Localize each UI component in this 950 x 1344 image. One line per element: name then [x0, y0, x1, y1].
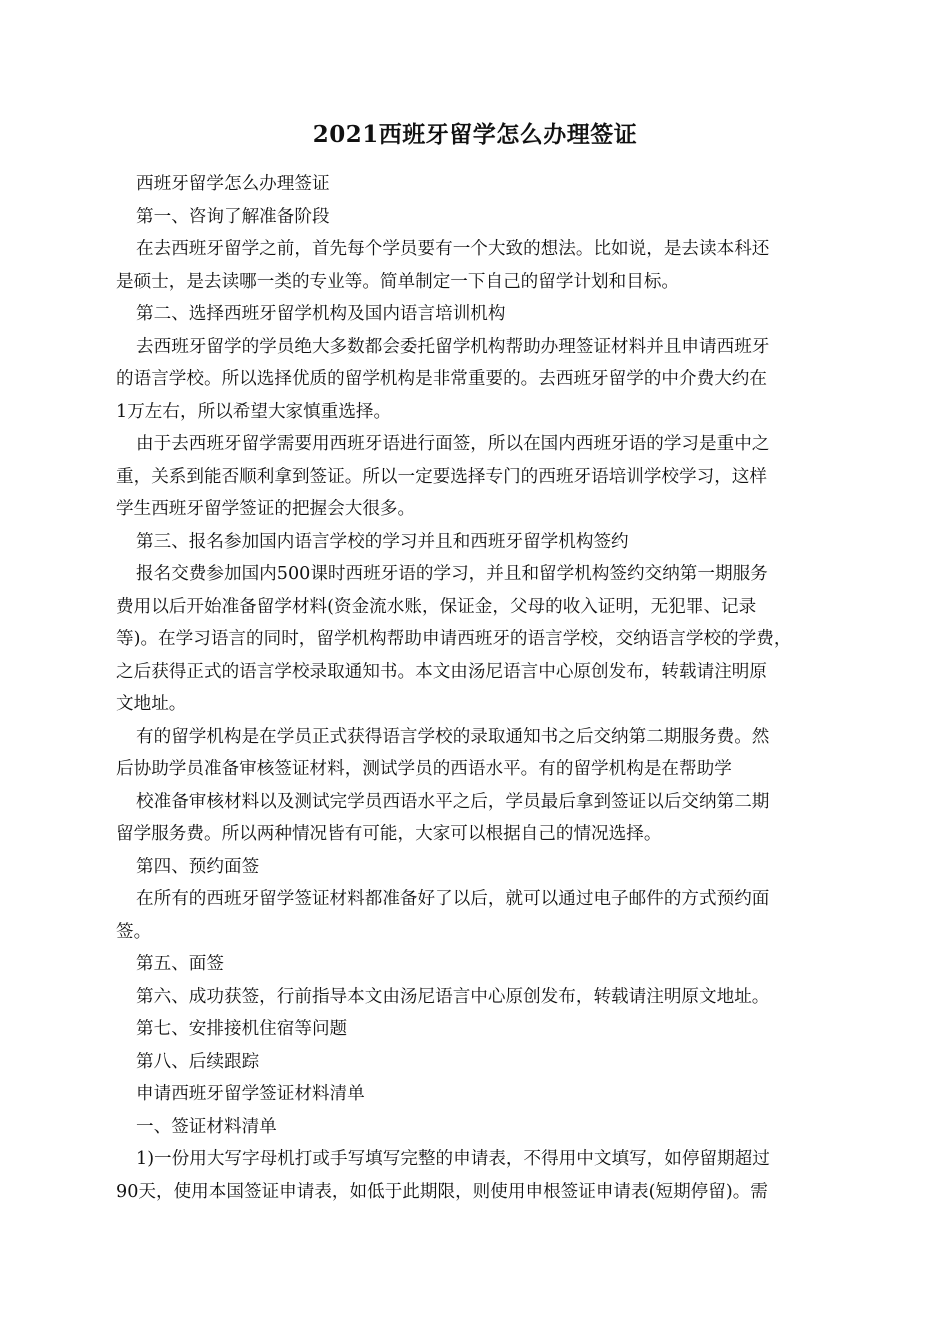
- paragraph-line: 第四、预约面签: [136, 856, 260, 877]
- paragraph-line: 1万左右，所以希望大家慎重选择。: [116, 401, 392, 422]
- paragraph-line: 一、签证材料清单: [136, 1116, 277, 1137]
- paragraph-line: 是硕士，是去读哪一类的专业等。简单制定一下自己的留学计划和目标。: [116, 271, 680, 292]
- paragraph-line: 第八、后续跟踪: [136, 1051, 260, 1072]
- paragraph-line: 第三、报名参加国内语言学校的学习并且和西班牙留学机构签约: [136, 531, 629, 552]
- paragraph-line: 学生西班牙留学签证的把握会大很多。: [116, 499, 416, 519]
- paragraph-line: 第二、选择西班牙留学机构及国内语言培训机构: [136, 304, 506, 324]
- paragraph-line: 去西班牙留学的学员绝大多数都会委托留学机构帮助办理签证材料并且申请西班牙: [136, 336, 770, 357]
- paragraph-line: 在去西班牙留学之前，首先每个学员要有一个大致的想法。比如说，是去读本科还: [136, 239, 770, 259]
- paragraph-line: 费用以后开始准备留学材料(资金流水账，保证金，父母的收入证明，无犯罪、记录: [116, 596, 757, 617]
- paragraph-line: 在所有的西班牙留学签证材料都准备好了以后，就可以通过电子邮件的方式预约面: [136, 889, 770, 909]
- paragraph-line: 留学服务费。所以两种情况皆有可能，大家可以根据自己的情况选择。: [116, 824, 662, 844]
- paragraph-line: 校准备审核材料以及测试完学员西语水平之后，学员最后拿到签证以后交纳第二期: [136, 791, 770, 812]
- paragraph-line: 西班牙留学怎么办理签证: [136, 174, 330, 194]
- document-body: [116, 168, 836, 1208]
- paragraph-line: 签。: [116, 921, 152, 942]
- document-title: 2021西班牙留学怎么办理签证: [312, 121, 638, 148]
- paragraph-line: 由于去西班牙留学需要用西班牙语进行面签，所以在国内西班牙语的学习是重中之: [136, 434, 770, 454]
- paragraph-line: 的语言学校。所以选择优质的留学机构是非常重要的。去西班牙留学的中介费大约在: [116, 369, 767, 389]
- paragraph-line: 第六、成功获签，行前指导本文由汤尼语言中心原创发布，转载请注明原文地址。: [136, 986, 770, 1007]
- paragraph-line: 90天，使用本国签证申请表，如低于此期限，则使用申根签证申请表(短期停留)。需: [116, 1181, 768, 1202]
- paragraph-line: 有的留学机构是在学员正式获得语言学校的录取通知书之后交纳第二期服务费。然: [136, 726, 770, 747]
- paragraph-line: 报名交费参加国内500课时西班牙语的学习，并且和留学机构签约交纳第一期服务: [136, 564, 768, 584]
- paragraph-line: 第七、安排接机住宿等问题: [136, 1019, 348, 1039]
- paragraph-line: 第一、咨询了解准备阶段: [136, 206, 330, 227]
- paragraph-line: 申请西班牙留学签证材料清单: [136, 1084, 365, 1104]
- paragraph-line: 重，关系到能否顺利拿到签证。所以一定要选择专门的西班牙语培训学校学习，这样: [116, 466, 767, 487]
- paragraph-line: 之后获得正式的语言学校录取通知书。本文由汤尼语言中心原创发布，转载请注明原: [116, 661, 767, 682]
- paragraph-line: 第五、面签: [136, 954, 224, 974]
- paragraph-line: 后协助学员准备审核签证材料，测试学员的西语水平。有的留学机构是在帮助学: [116, 759, 732, 779]
- paragraph-line: 1)一份用大写字母机打或手写填写完整的申请表，不得用中文填写，如停留期超过: [136, 1149, 770, 1169]
- paragraph-line: 等)。在学习语言的同时，留学机构帮助申请西班牙的语言学校，交纳语言学校的学费，: [116, 629, 792, 649]
- paragraph-line: 文地址。: [116, 694, 187, 714]
